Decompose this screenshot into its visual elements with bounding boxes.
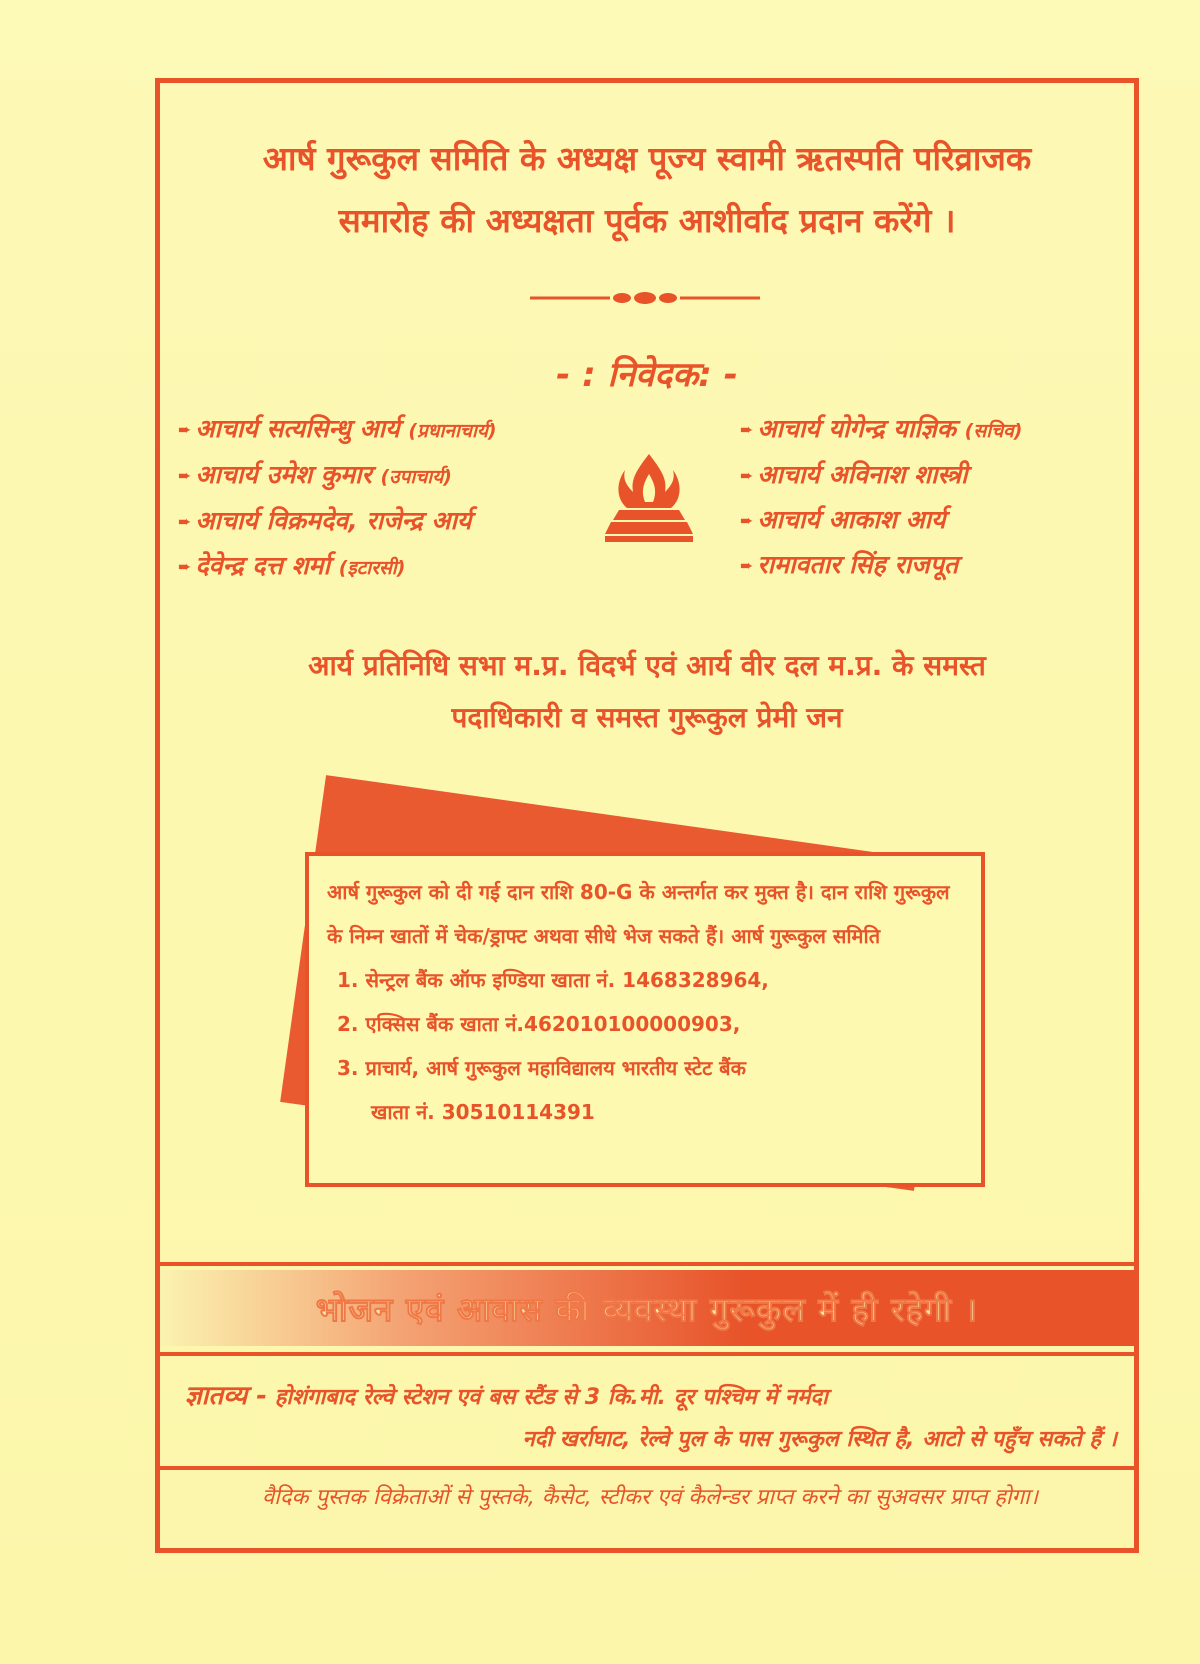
account-2: 2. एक्सिस बैंक खाता नं.462010100000903,: [337, 1012, 741, 1036]
donation-paragraph: आर्ष गुरूकुल को दी गई दान राशि 80-G के अन्तर्गत कर मुक्त है। दान राशि गुरूकुल के निम्न खातों में चेक/ड्राफ्ट अथवा सीधे भेज सकते हैं। आर्ष गुरूकुल समिति: [327, 880, 950, 948]
intro-text: [160, 128, 1134, 252]
arrow-bullet-icon: ➨: [178, 557, 192, 576]
intro-line-1: आर्ष गुरूकुल समिति के अध्यक्ष पूज्य स्वामी ऋतस्पति परिव्राजक: [262, 139, 1032, 178]
list-item: [740, 543, 1022, 588]
member-name: आचार्य योगेन्द्र याज्ञिक: [757, 414, 956, 443]
list-item: [178, 453, 497, 499]
member-name: रामावतार सिंह राजपूत: [757, 550, 959, 579]
divider-line: [160, 1466, 1134, 1470]
donation-box: [305, 852, 985, 1187]
list-item: [740, 407, 1022, 453]
nivedak-left-list: [178, 407, 497, 590]
list-item: [178, 407, 497, 453]
account-1: 1. सेन्ट्रल बैंक ऑफ इण्डिया खाता नं. 1468328964,: [337, 968, 769, 992]
havan-kund-icon: [605, 450, 693, 546]
divider-line: [160, 1352, 1134, 1356]
sabha-text: [160, 640, 1134, 744]
member-role: (इटारसी): [338, 557, 406, 579]
member-role: (सचिव): [964, 420, 1023, 442]
list-item: [178, 499, 497, 544]
ornament-divider-icon: [530, 290, 760, 306]
list-item: [740, 453, 1022, 498]
food-lodging-banner: भोजन एवं आवास की व्यवस्था गुरूकुल में ही रहेगी ।: [160, 1270, 1134, 1346]
member-name: आचार्य सत्यसिन्धु आर्य: [195, 414, 400, 443]
sabha-line-2: पदाधिकारी व समस्त गुरूकुल प्रेमी जन: [451, 701, 843, 734]
arrow-bullet-icon: ➨: [740, 556, 754, 575]
note-section: [185, 1375, 1125, 1461]
member-role: (प्रधानाचार्य): [408, 420, 497, 442]
member-name: आचार्य उमेश कुमार: [195, 460, 372, 489]
sabha-line-1: आर्य प्रतिनिधि सभा म.प्र. विदर्भ एवं आर्य वीर दल म.प्र. के समस्त: [308, 649, 986, 682]
member-name: आचार्य विक्रमदेव, राजेन्द्र आर्य: [195, 506, 472, 535]
list-item: [740, 498, 1022, 543]
note-line-1: होशंगाबाद रेल्वे स्टेशन एवं बस स्टैंड से 3 कि.मी. दूर पश्चिम में नर्मदा: [274, 1385, 828, 1410]
list-item: [178, 544, 497, 590]
arrow-bullet-icon: ➨: [178, 512, 192, 531]
member-name: आचार्य अविनाश शास्त्री: [757, 460, 968, 489]
vaidik-books-note: वैदिक पुस्तक विक्रेताओं से पुस्तके, कैसेट, स्टीकर एवं कैलेन्डर प्राप्त करने का सुअवसर प्राप्त होगा।: [261, 1485, 1039, 1510]
nivedak-heading: - : निवेदक: -: [556, 355, 738, 395]
arrow-bullet-icon: ➨: [740, 420, 754, 439]
note-label: ज्ञातव्य -: [185, 1381, 268, 1411]
note-line-2: नदी खर्राघाट, रेल्वे पुल के पास गुरूकुल स्थित है, आटो से पहुँच सकते हैं ।: [522, 1427, 1117, 1452]
divider-line: [160, 1262, 1134, 1266]
nivedak-right-list: [740, 407, 1022, 588]
arrow-bullet-icon: ➨: [740, 466, 754, 485]
arrow-bullet-icon: ➨: [178, 466, 192, 485]
arrow-bullet-icon: ➨: [740, 511, 754, 530]
account-3-number: खाता नं. 30510114391: [371, 1100, 595, 1124]
account-3: 3. प्राचार्य, आर्ष गुरूकुल महाविद्यालय भारतीय स्टेट बैंक: [337, 1056, 746, 1080]
member-name: देवेन्द्र दत्त शर्मा: [195, 551, 330, 580]
intro-line-2: समारोह की अध्यक्षता पूर्वक आशीर्वाद प्रदान करेंगे ।: [338, 201, 956, 240]
arrow-bullet-icon: ➨: [178, 420, 192, 439]
member-role: (उपाचार्य): [380, 466, 452, 488]
member-name: आचार्य आकाश आर्य: [757, 505, 946, 534]
